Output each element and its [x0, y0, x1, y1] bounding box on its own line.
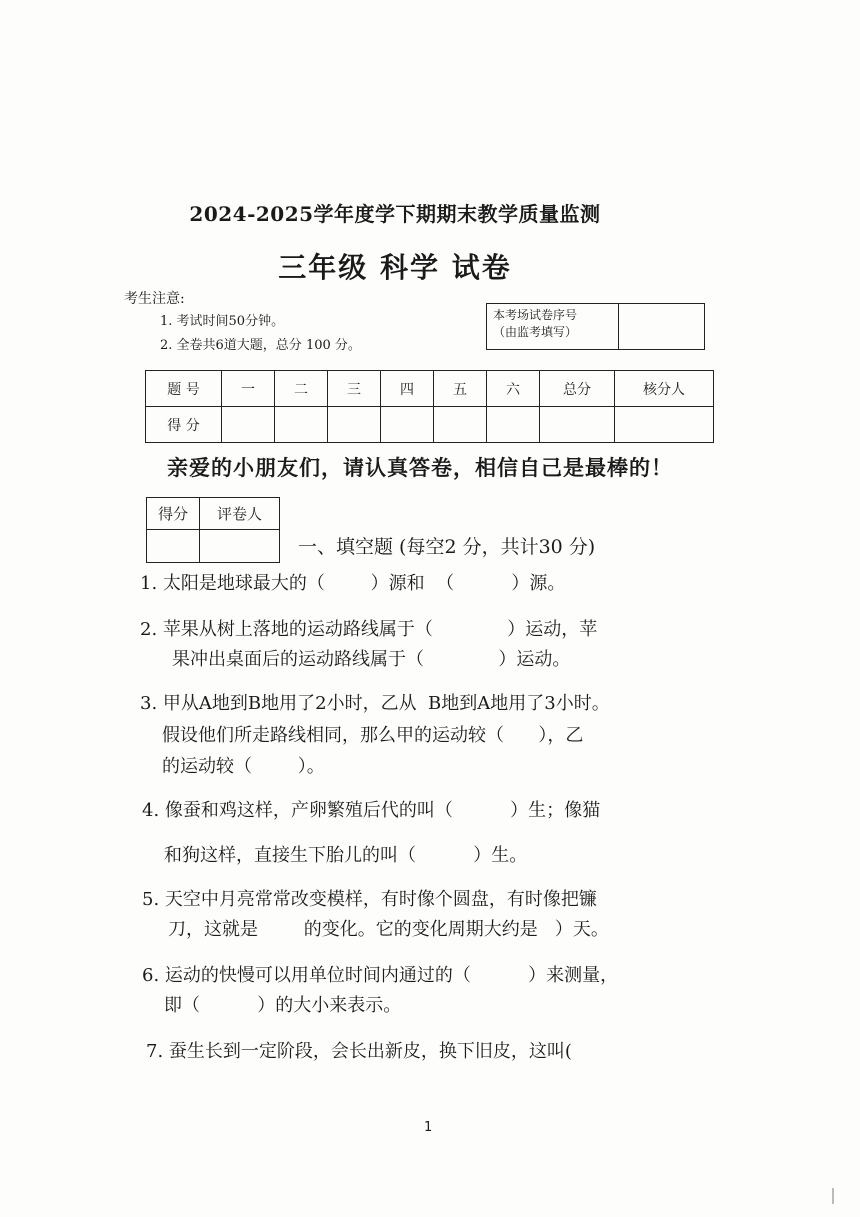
grader-name-cell[interactable] [200, 530, 280, 563]
notice-item-2: 2. 全卷共6道大题，总分 100 分。 [160, 338, 361, 353]
score-header-q6: 六 [487, 371, 540, 407]
page-number: 1 [424, 1120, 433, 1135]
question-3-line3: 的运动较（ ）。 [162, 756, 325, 777]
score-header-q2: 二 [275, 371, 328, 407]
score-cell-total[interactable] [540, 407, 615, 443]
score-table [145, 370, 714, 443]
score-header-q3: 三 [328, 371, 381, 407]
question-6-line2: 即（ ）的大小来表示。 [164, 995, 402, 1016]
question-2-line1: 2. 苹果从树上落地的运动路线属于（ ）运动，苹 [140, 619, 598, 640]
question-5-line2: 刀，这就是 的变化。它的变化周期大约是 ）天。 [168, 919, 609, 940]
exam-title: 2024-2025学年度学下期期末教学质量监测 [189, 202, 601, 226]
question-3-line2: 假设他们所走路线相同，那么甲的运动较（ ），乙 [162, 725, 584, 746]
score-header-q4: 四 [381, 371, 434, 407]
score-header-checker: 核分人 [615, 371, 714, 407]
score-header-q1: 一 [222, 371, 275, 407]
encouragement-motto: 亲爱的小朋友们，请认真答卷，相信自己是最棒的！ [167, 455, 673, 480]
question-2-line2: 果冲出桌面后的运动路线属于（ ）运动。 [172, 649, 571, 670]
serial-label-line1: 本考场试卷序号 [493, 308, 578, 322]
scan-artifact [832, 1188, 834, 1204]
score-cell-q2[interactable] [275, 407, 328, 443]
score-cell-q1[interactable] [222, 407, 275, 443]
question-1: 1. 太阳是地球最大的（ ）源和 （ ）源。 [140, 573, 566, 594]
question-5-line1: 5. 天空中月亮常常改变模样，有时像个圆盘，有时像把镰 [142, 889, 597, 910]
grader-score-label: 得分 [147, 498, 200, 530]
notice-heading: 考生注意: [124, 291, 185, 307]
notice-item-1: 1. 考试时间50分钟。 [160, 314, 285, 329]
grader-score-cell[interactable] [147, 530, 200, 563]
score-cell-q3[interactable] [328, 407, 381, 443]
exam-subtitle: 三年级 科学 试卷 [278, 251, 512, 284]
serial-label [487, 304, 619, 349]
score-header-total: 总分 [540, 371, 615, 407]
score-header-q5: 五 [434, 371, 487, 407]
grader-name-label: 评卷人 [200, 498, 280, 530]
exam-serial-box [486, 303, 705, 350]
score-row-label: 得 分 [146, 407, 222, 443]
question-4-line2: 和狗这样，直接生下胎儿的叫（ ）生。 [164, 845, 528, 866]
section1-title: 一、填空题 (每空2 分，共计30 分) [298, 536, 596, 558]
question-4-line1: 4. 像蚕和鸡这样，产卵繁殖后代的叫（ ）生；像猫 [142, 800, 601, 821]
score-cell-q5[interactable] [434, 407, 487, 443]
question-7-line1: 7. 蚕生长到一定阶段，会长出新皮，换下旧皮，这叫( [146, 1041, 572, 1062]
section1-grader-table [146, 497, 280, 563]
serial-label-line2: （由监考填写） [493, 325, 578, 339]
score-table-header-row [146, 371, 714, 407]
score-cell-q4[interactable] [381, 407, 434, 443]
score-header-label: 题 号 [146, 371, 222, 407]
serial-value-field[interactable] [619, 304, 704, 349]
score-cell-q6[interactable] [487, 407, 540, 443]
score-table-score-row [146, 407, 714, 443]
score-cell-checker[interactable] [615, 407, 714, 443]
question-3-line1: 3. 甲从A地到B地用了2小时，乙从 B地到A地用了3小时。 [140, 693, 610, 714]
question-6-line1: 6. 运动的快慢可以用单位时间内通过的（ ）来测量， [142, 965, 619, 986]
